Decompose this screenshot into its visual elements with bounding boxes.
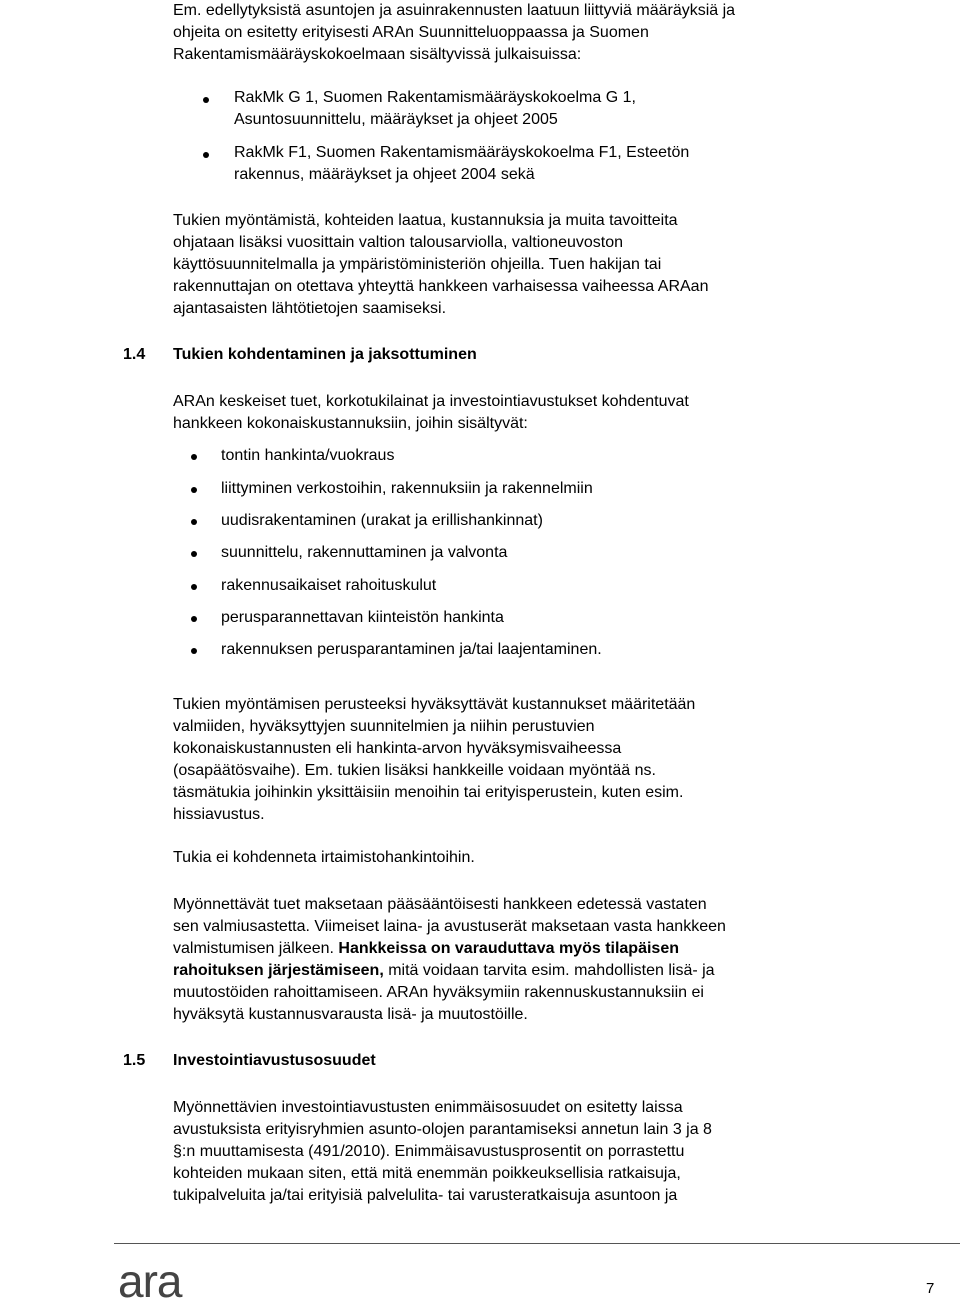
bullet-icon — [191, 487, 197, 493]
list-item — [234, 87, 636, 131]
bullet-icon — [191, 519, 197, 525]
text-line: RakMk F1, Suomen Rakentamismääräyskokoelma F1, Esteetön — [234, 144, 690, 161]
list-item: suunnittelu, rakennuttaminen ja valvonta — [221, 544, 508, 561]
payment-paragraph — [173, 894, 853, 1026]
text-line: Tukien myöntämisen perusteeksi hyväksyttävät kustannukset määritetään — [173, 696, 696, 713]
text-line: hyväksytä kustannusvarausta lisä- ja muutostöille. — [173, 1006, 528, 1023]
list-item: tontin hankinta/vuokraus — [221, 447, 395, 464]
bullet-icon — [191, 551, 197, 557]
text-line: hissiavustus. — [173, 806, 265, 823]
text-line: avustuksista erityisryhmien asunto-olojen parantamiseksi annetun lain 3 ja 8 — [173, 1121, 712, 1138]
text-line — [173, 938, 853, 960]
text-line: hankkeen kokonaiskustannuksiin, joihin sisältyvät: — [173, 415, 528, 432]
bullet-icon — [191, 648, 197, 654]
section-heading: Investointiavustusosuudet — [173, 1052, 376, 1069]
steering-paragraph — [173, 210, 853, 320]
text-line: (osapäätösvaihe). Em. tukien lisäksi hankkeille voidaan myöntää ns. — [173, 762, 656, 779]
bullet-icon — [203, 97, 209, 103]
ara-logo-icon — [118, 1263, 198, 1303]
bullet-icon — [203, 152, 209, 158]
text-line: RakMk G 1, Suomen Rakentamismääräyskokoelma G 1, — [234, 89, 636, 106]
emphasis-text: rahoituksen järjestämiseen, — [173, 962, 384, 979]
text-line: kohteiden mukaan siten, että mitä enemmän poikkeuksellisia ratkaisuja, — [173, 1165, 681, 1182]
list-item — [234, 142, 689, 186]
list-item: uudisrakentaminen (urakat ja erillishankinnat) — [221, 512, 543, 529]
bullet-icon — [191, 616, 197, 622]
section-heading: Tukien kohdentaminen ja jaksottuminen — [173, 346, 477, 363]
footer-divider — [114, 1243, 960, 1244]
page-number: 7 — [926, 1280, 935, 1297]
text-line: Asuntosuunnittelu, määräykset ja ohjeet 2005 — [234, 111, 558, 128]
basis-paragraph — [173, 694, 853, 826]
list-item: rakennusaikaiset rahoituskulut — [221, 577, 437, 594]
section-number: 1.5 — [123, 1052, 146, 1069]
emphasis-text: Hankkeissa on varauduttava myös tilapäisen — [338, 940, 679, 957]
text-line — [173, 960, 853, 982]
text-line: ARAn keskeiset tuet, korkotukilainat ja investointiavustukset kohdentuvat — [173, 393, 689, 410]
text-line: tukipalveluita ja/tai erityisiä palvelulita- tai varusteratkaisuja asuntoon ja — [173, 1187, 678, 1204]
text-line: täsmätukia joihinkin yksittäisiin menoihin tai erityisperustein, kuten esim. — [173, 784, 684, 801]
text-line: rakennus, määräykset ja ohjeet 2004 sekä — [234, 166, 535, 183]
text-line: rakennuttajan on otettava yhteyttä hankkeen varhaisessa vaiheessa ARAan — [173, 278, 709, 295]
list-item: liittyminen verkostoihin, rakennuksiin ja rakennelmiin — [221, 480, 593, 497]
logo-text: ara — [118, 1263, 182, 1303]
text-line: Myönnettävien investointiavustusten enimmäisosuudet on esitetty laissa — [173, 1099, 683, 1116]
bullet-icon — [191, 454, 197, 460]
text-line: kokonaiskustannusten eli hankinta-arvon hyväksymisvaiheessa — [173, 740, 622, 757]
text-span: valmistumisen jälkeen. — [173, 940, 339, 957]
exclusion-paragraph: Tukia ei kohdenneta irtaimistohankintoihin. — [173, 849, 475, 866]
text-line: §:n muuttamisesta (491/2010). Enimmäisavustusprosentit on porrastettu — [173, 1143, 685, 1160]
list-item: perusparannettavan kiinteistön hankinta — [221, 609, 504, 626]
intro-paragraph — [173, 0, 853, 66]
list-item: rakennuksen perusparantaminen ja/tai laajentaminen. — [221, 641, 602, 658]
text-line: Myönnettävät tuet maksetaan pääsääntöisesti hankkeen edetessä vastaten — [173, 896, 707, 913]
bullet-icon — [191, 584, 197, 590]
text-line: Rakentamismääräyskokoelmaan sisältyvissä julkaisuissa: — [173, 46, 582, 63]
text-line: ohjeita on esitetty erityisesti ARAn Suunnitteluoppaassa ja Suomen — [173, 24, 649, 41]
text-line: muutostöiden rahoittamiseen. ARAn hyväksymiin rakennuskustannuksiin ei — [173, 984, 704, 1001]
text-line: Em. edellytyksistä asuntojen ja asuinrakennusten laatuun liittyviä määräyksiä ja — [173, 2, 736, 19]
text-span: mitä voidaan tarvita esim. mahdollisten lisä- ja — [383, 962, 715, 979]
text-line: Tukien myöntämistä, kohteiden laatua, kustannuksia ja muita tavoitteita — [173, 212, 678, 229]
section-number: 1.4 — [123, 346, 146, 363]
text-line: ajantasaisten lähtötietojen saamiseksi. — [173, 300, 447, 317]
investment-paragraph — [173, 1097, 853, 1207]
section-intro-paragraph — [173, 391, 853, 435]
text-line: käyttösuunnitelmalla ja ympäristöministeriön ohjeilla. Tuen hakijan tai — [173, 256, 662, 273]
text-line: sen valmiusastetta. Viimeiset laina- ja avustuserät maksetaan vasta hankkeen — [173, 918, 726, 935]
text-line: valmiiden, hyväksyttyjen suunnitelmien ja niihin perustuvien — [173, 718, 595, 735]
text-line: ohjataan lisäksi vuosittain valtion talousarviolla, valtioneuvoston — [173, 234, 624, 251]
